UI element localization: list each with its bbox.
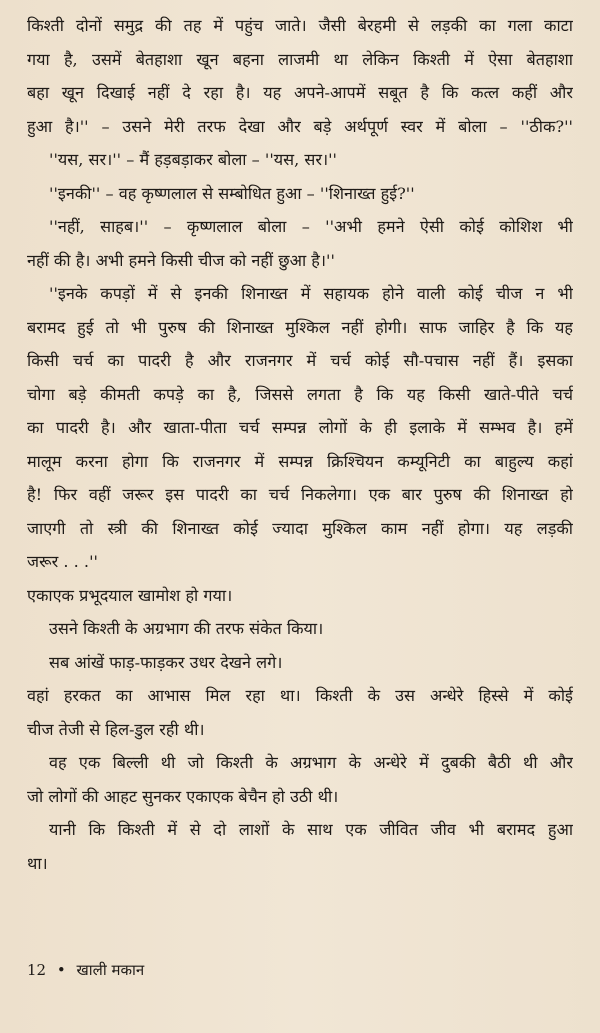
text-line: बरामद हुई तो भी पुरुष की शिनाख्त मुश्किल नहीं होगी। साफ जाहिर है कि यह [27,317,573,337]
text-line: वह एक बिल्ली थी जो किश्ती के अग्रभाग के अन्धेरे में दुबकी बैठी थी और [49,753,573,772]
text-line: ''इनकी'' – वह कृष्णलाल से सम्बोधित हुआ – ''शिनाख्त हुई?'' [49,183,415,203]
text-line: ''यस, सर।'' – मैं हड़बड़ाकर बोला – ''यस, सर।'' [49,150,337,169]
page-number: 12 [27,961,47,979]
text-line: बहा खून दिखाई नहीं दे रहा है। यह अपने-आपमें सबूत है कि कत्ल कहीं और [27,83,573,102]
text-line: किसी चर्च का पादरी है और राजनगर में चर्च कोई सौ-पचास नहीं हैं। इसका [27,351,573,370]
page-body-text [27,9,573,880]
text-line: जरूर . . .'' [27,552,98,571]
text-line: गया है, उसमें बेतहाशा खून बहना लाजमी था लेकिन किश्ती में ऐसा बेतहाशा [27,49,573,69]
text-line: चीज तेजी से हिल-डुल रही थी। [27,719,205,739]
book-title: खाली मकान [76,961,145,979]
text-line: जाएगी तो स्त्री की शिनाख्त कोई ज्यादा मुश्किल काम नहीं होगा। यह लड़की [27,518,573,538]
text-line: है! फिर वहीं जरूर इस पादरी का चर्च निकलेगा। एक बार पुरुष की शिनाख्त हो [27,485,573,504]
text-line: हुआ है।'' – उसने मेरी तरफ देखा और बड़े अर्थपूर्ण स्वर में बोला – ''ठीक?'' [27,116,573,136]
footer-bullet: • [56,961,66,979]
text-line: किश्ती दोनों समुद्र की तह में पहुंच जाते। जैसी बेरहमी से लड़की का गला काटा [27,16,573,35]
text-line: जो लोगों की आहट सुनकर एकाएक बेचैन हो उठी थी। [27,786,339,806]
text-line: ''नहीं, साहब।'' – कृष्णलाल बोला – ''अभी हमने ऐसी कोई कोशिश भी [49,217,573,236]
text-line: एकाएक प्रभूदयाल खामोश हो गया। [27,585,233,605]
text-line: सब आंखें फाड़-फाड़कर उधर देखने लगे। [49,652,283,672]
text-line: वहां हरकत का आभास मिल रहा था। किश्ती के उस अन्धेरे हिस्से में कोई [27,686,573,705]
text-line: यानी कि किश्ती में से दो लाशों के साथ एक जीवित जीव भी बरामद हुआ [49,820,573,839]
text-line: उसने किश्ती के अग्रभाग की तरफ संकेत किया। [49,619,324,638]
text-line: था। [27,853,48,873]
text-line: ''इनके कपड़ों में से इनकी शिनाख्त में सहायक होने वाली कोई चीज न भी [49,284,573,303]
text-line: का पादरी है। और खाता-पीता चर्च सम्पन्न लोगों के ही इलाके में सम्भव है। हमें [27,418,573,437]
text-line: चोगा बड़े कीमती कपड़े का है, जिससे लगता है कि यह किसी खाते-पीते चर्च [27,384,573,404]
page-footer [27,960,150,980]
text-line: नहीं की है। अभी हमने किसी चीज को नहीं छुआ है।'' [27,250,335,270]
text-line: मालूम करना होगा कि राजनगर में सम्पन्न क्रिश्चियन कम्यूनिटी का बाहुल्य कहां [27,451,573,471]
